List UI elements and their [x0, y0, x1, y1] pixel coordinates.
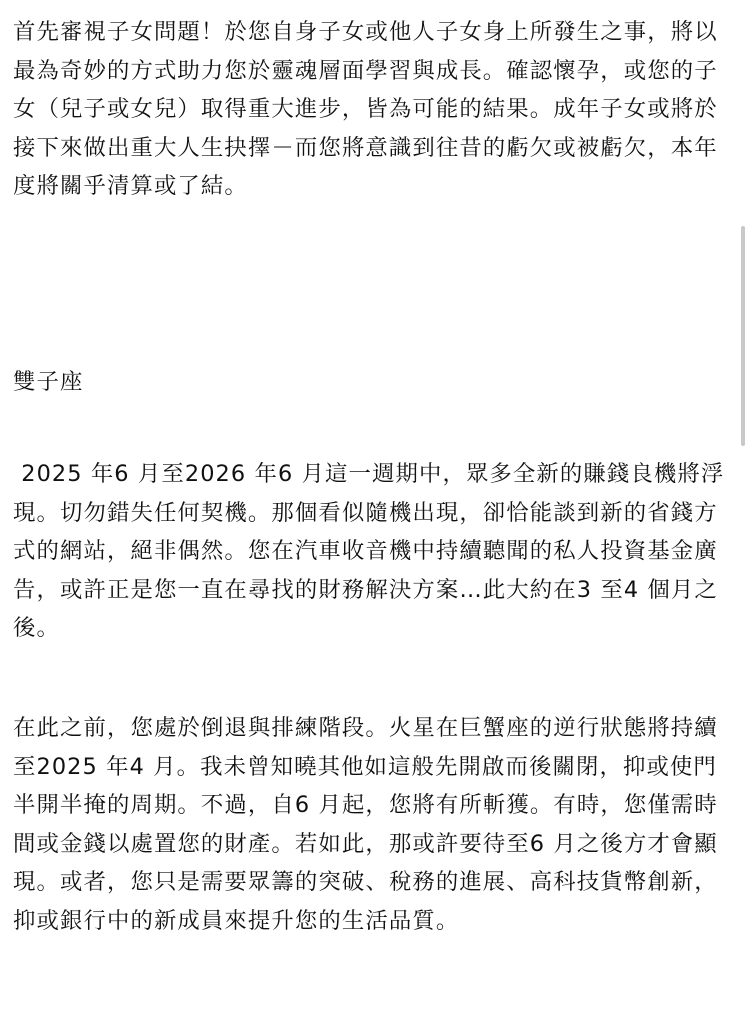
- paragraph-money-opportunities: 2025 年6 月至2026 年6 月這一週期中，眾多全新的賺錢良機將浮現。切勿錯失任何契機。那個看似隨機出現，卻恰能談到新的省錢方式的網站，絕非偶然。您在汽車收音機中持續聽聞的私人投資基金廣告，或許正是您一直在尋找的財務解決方案…此大約在3 至4 個月之後。: [13, 461, 725, 642]
- paragraph-children: 首先審視子女問題！於您自身子女或他人子女身上所發生之事，將以最為奇妙的方式助力您於靈魂層面學習與成長。確認懷孕，或您的子女（兒子或女兒）取得重大進步，皆為可能的結果。成年子女或將於接下來做出重大人生抉擇－而您將意識到往昔的虧欠或被虧欠，本年度將關乎清算或了結。: [13, 19, 718, 200]
- vertical-scrollbar[interactable]: [741, 226, 745, 446]
- paragraph-mars-retrograde: 在此之前，您處於倒退與排練階段。火星在巨蟹座的逆行狀態將持續至2025 年4 月。我未曾知曉其他如這般先開啟而後關閉，抑或使門半開半掩的周期。不過，自6 月起，您將有所斬獲。有時，您僅需時間或金錢以處置您的財產。若如此，那或許要待至6 月之後方才會顯現。或者，您只是需要眾籌的突破、稅務的進展、高科技貨幣創新，抑或銀行中的新成員來提升您的生活品質。: [13, 715, 718, 934]
- section-heading-gemini: 雙子座: [13, 369, 84, 395]
